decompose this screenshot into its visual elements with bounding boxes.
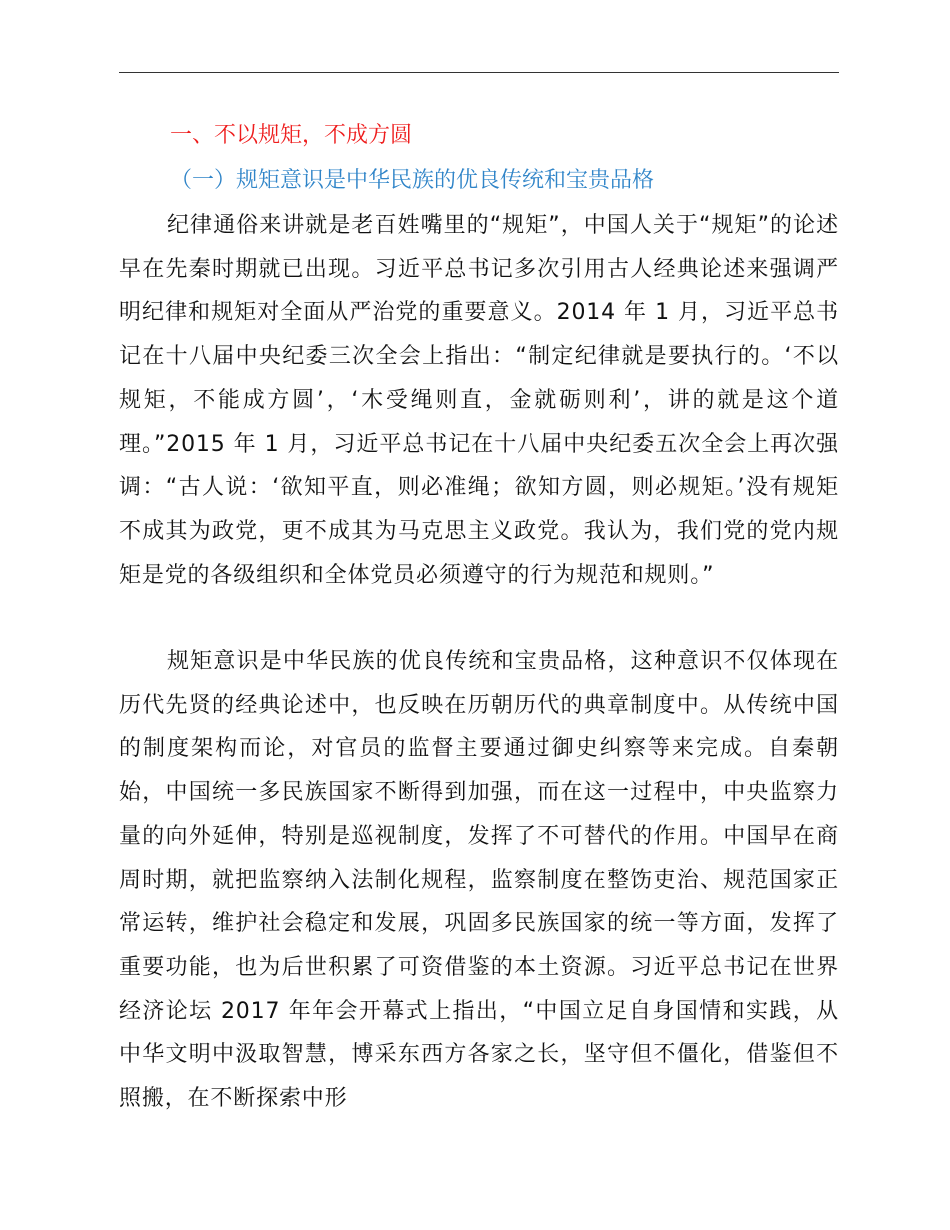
body-paragraph-1: 纪律通俗来讲就是老百姓嘴里的“规矩”，中国人关于“规矩”的论述早在先秦时期就已出现。习近平总书记多次引用古人经典论述来强调严明纪律和规矩对全面从严治党的重要意义。2014 年 1 月，习近平总书记在十八届中央纪委三次全会上指出：“制定纪律就是要执行的。‘不以规矩，不能成方圆’，‘木受绳则直，金就砺则利’，讲的就是这个道理。”2015 年 1 月，习近平总书记在十八届中央纪委五次全会上再次强调：“古人说：‘欲知平直，则必准绳；欲知方圆，则必规矩。’没有规矩不成其为政党，更不成其为马克思主义政党。我认为，我们党的党内规矩是党的各级组织和全体党员必须遵守的行为规范和规则。”	[119, 213, 839, 588]
body-paragraph-2: 规矩意识是中华民族的优良传统和宝贵品格，这种意识不仅体现在历代先贤的经典论述中，也反映在历朝历代的典章制度中。从传统中国的制度架构而论，对官员的监督主要通过御史纠察等来完成。自秦朝始，中国统一多民族国家不断得到加强，而在这一过程中，中央监察力量的向外延伸，特别是巡视制度，发挥了不可替代的作用。中国早在商周时期，就把监察纳入法制化规程，监察制度在整饬吏治、规范国家正常运转，维护社会稳定和发展，巩固多民族国家的统一等方面，发挥了重要功能，也为后世积累了可资借鉴的本土资源。习近平总书记在世界经济论坛 2017 年年会开幕式上指出，“中国立足自身国情和实践，从中华文明中汲取智慧，博采东西方各家之长，坚守但不僵化，借鉴但不照搬，在不断探索中形	[119, 649, 839, 1112]
header-rule	[119, 72, 839, 73]
section-heading: 一、不以规矩，不成方圆	[170, 123, 413, 148]
subsection-heading: （一）规矩意识是中华民族的优良传统和宝贵品格	[170, 168, 655, 193]
